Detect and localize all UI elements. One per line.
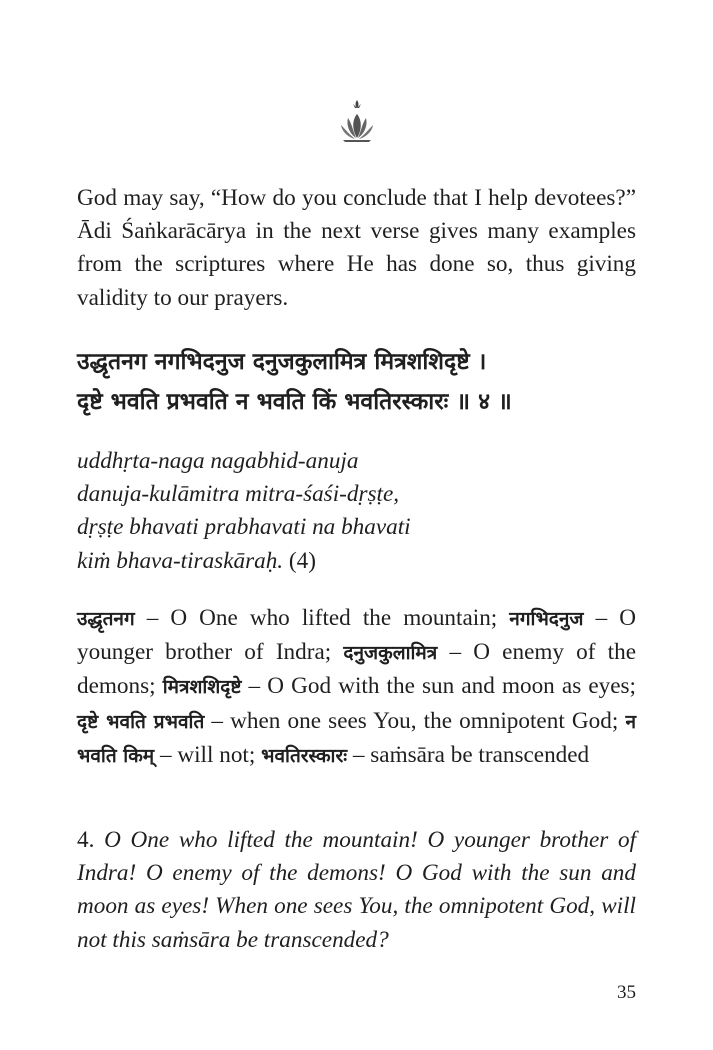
transliteration-last-text: kiṁ bhava-tiraskāraḥ. <box>77 547 284 574</box>
lotus-icon <box>340 98 374 142</box>
translation-text: O One who lifted the mountain! O younger brother of Indra! O enemy of the demons! O God with the sun and moon as eyes! When one sees You, the omnipotent God, will not this saṁsāra be transcended? <box>77 827 637 953</box>
sanskrit-verse-line: उद्धृतनग नगभिदनुज दनुजकुलामित्र मित्रशशिदृष्टे । <box>77 349 487 375</box>
translation-number: 4. <box>77 827 95 853</box>
transliteration-line: dṛṣṭe bhavati prabhavati na bhavati <box>77 514 411 541</box>
intro-paragraph: God may say, “How do you conclude that I help devotees?” Ādi Śaṅkarācārya in the next verse gives many examples from the scriptures where He has done so, thus giving validity to our prayers. <box>77 185 636 311</box>
verse-number: (4) <box>288 547 316 574</box>
gloss-meaning: – saṁsāra be transcended <box>347 741 590 768</box>
verse-translation <box>77 824 636 957</box>
gloss-meaning: – O enemy of the demons; <box>77 639 636 700</box>
gloss-term: उद्धृतनग <box>77 608 135 630</box>
gloss-term: भवतिरस्कारः <box>261 744 348 767</box>
gloss-meaning: – when one sees You, the omnipotent God; <box>204 707 626 734</box>
word-meaning-gloss <box>77 602 636 773</box>
gloss-term: मित्रशशिदृष्टे <box>162 676 242 699</box>
transliteration-line: danuja-kulāmitra mitra-śaśi-dṛṣṭe, <box>77 481 400 508</box>
gloss-meaning: – O One who lifted the mountain; <box>134 605 510 631</box>
page-number: 35 <box>617 982 636 1003</box>
book-page <box>77 0 636 1050</box>
gloss-term: न भवति किम् <box>77 710 636 767</box>
sanskrit-verse <box>77 342 636 422</box>
transliteration-line-last <box>77 545 636 578</box>
gloss-meaning: – O younger brother of Indra; <box>77 605 636 666</box>
transliteration-line: uddhṛta-naga nagabhid-anuja <box>77 448 359 474</box>
verse-transliteration <box>77 445 636 578</box>
gloss-term: दृष्टे भवति प्रभवति <box>77 710 205 733</box>
gloss-term: नगभिदनुज <box>509 608 584 630</box>
gloss-meaning: – O God with the sun and moon as eyes; <box>241 673 636 700</box>
sanskrit-verse-line: दृष्टे भवति प्रभवति न भवति किं भवतिरस्कारः ॥ ४ ॥ <box>77 389 512 415</box>
gloss-meaning: – will not; <box>154 741 262 768</box>
gloss-term: दनुजकुलामित्र <box>343 642 438 665</box>
